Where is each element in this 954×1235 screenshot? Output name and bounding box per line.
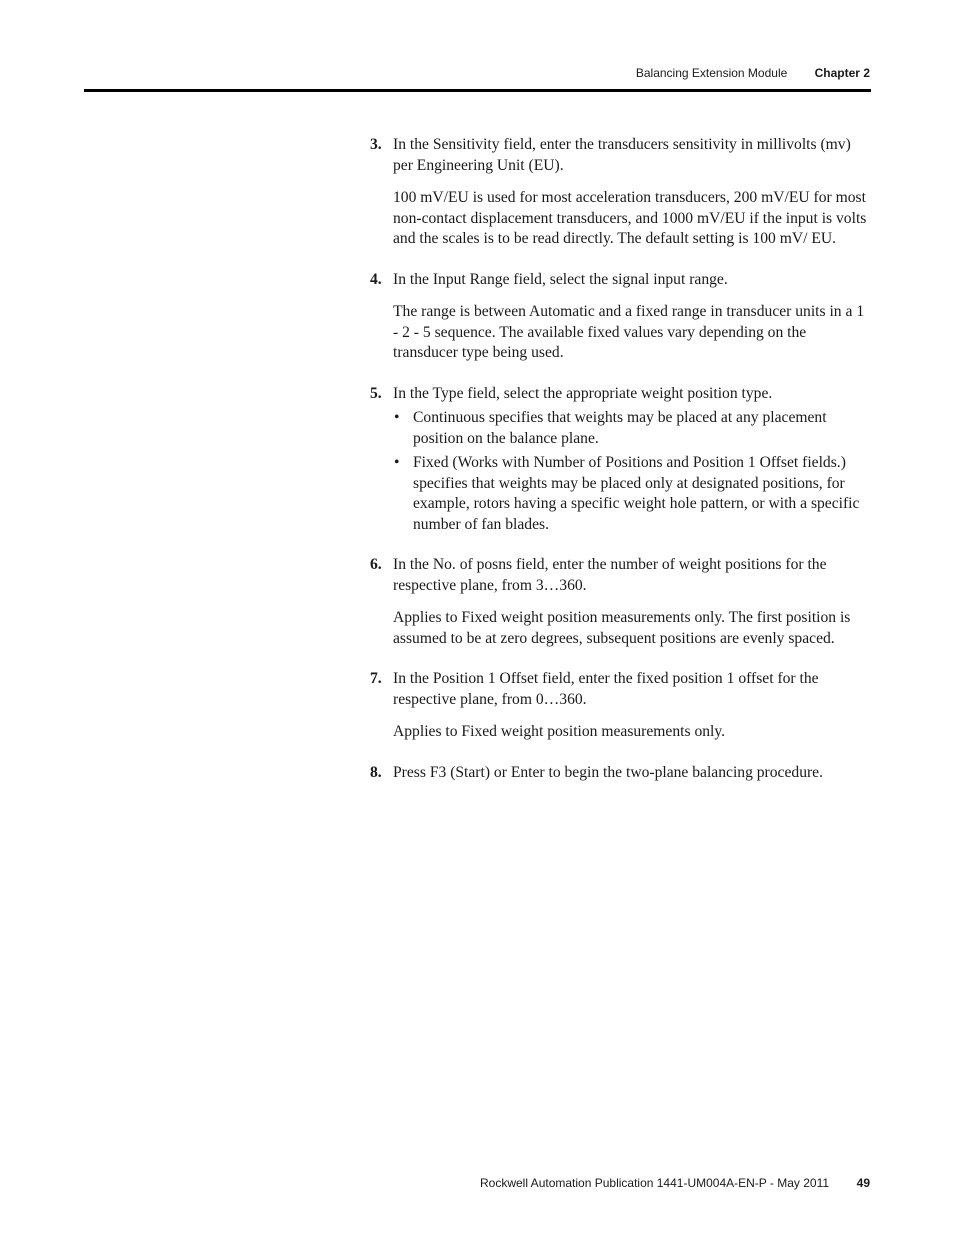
step-note: 100 mV/EU is used for most acceleration transducers, 200 mV/EU for most non-contact displacement transducers, and 1000 mV/EU if the input is volts and the scales is to be read directly. The default setting is 100 mV/ EU. [393,189,867,247]
weight-type-list [393,408,872,535]
page-number: 49 [856,1176,870,1190]
bullet-icon: • [394,409,400,426]
step-4 [370,270,872,364]
publication-footer: Rockwell Automation Publication 1441-UM004A-EN-P - May 2011 [480,1176,830,1190]
list-item [393,408,872,449]
step-text: In the Type field, select the appropriate weight position type. [393,384,773,402]
step-6 [370,555,872,649]
step-text: In the Position 1 Offset field, enter the fixed position 1 offset for the respective plane, from 0…360. [393,670,819,708]
step-number: 7. [370,670,382,687]
step-note: Applies to Fixed weight position measurements only. [393,723,726,740]
step-3 [370,135,872,250]
step-text: In the No. of posns field, enter the number of weight positions for the respective plane, from 3…360. [393,556,827,594]
header-section-title: Balancing Extension Module [635,66,788,80]
list-item-text: Continuous specifies that weights may be placed at any placement position on the balance plane. [413,409,827,447]
instruction-steps [370,135,872,803]
bullet-icon: • [394,454,400,471]
step-number: 8. [370,763,382,781]
list-item-text: Fixed (Works with Number of Positions and Position 1 Offset fields.) specifies that weights may be placed only at designated positions, for example, rotors having a specific weight hole pattern, or with a specific number of fan blades. [413,454,860,533]
step-8 [370,763,872,784]
header-chapter-label: Chapter 2 [814,66,870,80]
step-text: Press F3 (Start) or Enter to begin the two-plane balancing procedure. [393,763,824,781]
step-number: 5. [370,384,382,402]
list-item [393,453,872,535]
step-number: 3. [370,136,382,153]
step-7 [370,669,872,743]
step-text: In the Sensitivity field, enter the transducers sensitivity in millivolts (mv) per Engineering Unit (EU). [393,136,851,174]
step-text: In the Input Range field, select the signal input range. [393,270,728,288]
step-number: 4. [370,270,382,288]
step-5 [370,384,872,536]
header-divider [84,89,871,92]
step-note: The range is between Automatic and a fixed range in transducer units in a 1 - 2 - 5 sequence. The available fixed values vary depending on the transducer type being used. [393,303,865,361]
running-header [636,66,870,80]
step-note: Applies to Fixed weight position measurements only. The first position is assumed to be at zero degrees, subsequent positions are evenly spaced. [393,609,851,647]
step-number: 6. [370,556,382,573]
